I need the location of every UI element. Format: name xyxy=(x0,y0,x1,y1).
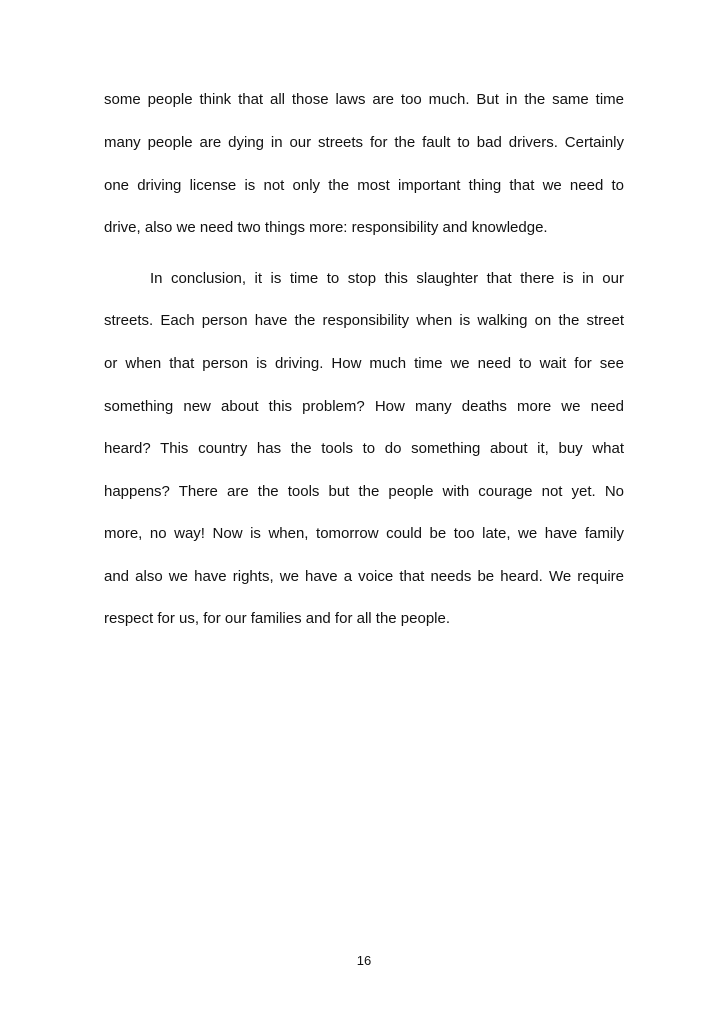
text-line: heard? This country has the tools to do something about it, buy what xyxy=(104,440,624,457)
text-line: drive, also we need two things more: responsibility and knowledge. xyxy=(104,219,548,236)
text-line: In conclusion, it is time to stop this slaughter that there is in our xyxy=(150,270,624,287)
text-line: or when that person is driving. How much time we need to wait for see xyxy=(104,355,624,372)
text-line: one driving license is not only the most important thing that we need to xyxy=(104,177,624,194)
text-line: streets. Each person have the responsibility when is walking on the street xyxy=(104,312,624,329)
page-number: 16 xyxy=(356,953,372,968)
text-line: respect for us, for our families and for all the people. xyxy=(104,610,451,627)
text-line: more, no way! Now is when, tomorrow could be too late, we have family xyxy=(104,525,624,542)
text-line: happens? There are the tools but the people with courage not yet. No xyxy=(104,483,624,500)
text-line: and also we have rights, we have a voice that needs be heard. We require xyxy=(104,568,624,585)
text-line: some people think that all those laws are too much. But in the same time xyxy=(104,91,624,108)
text-line: many people are dying in our streets for the fault to bad drivers. Certainly xyxy=(104,134,624,151)
text-line: something new about this problem? How many deaths more we need xyxy=(104,398,624,415)
